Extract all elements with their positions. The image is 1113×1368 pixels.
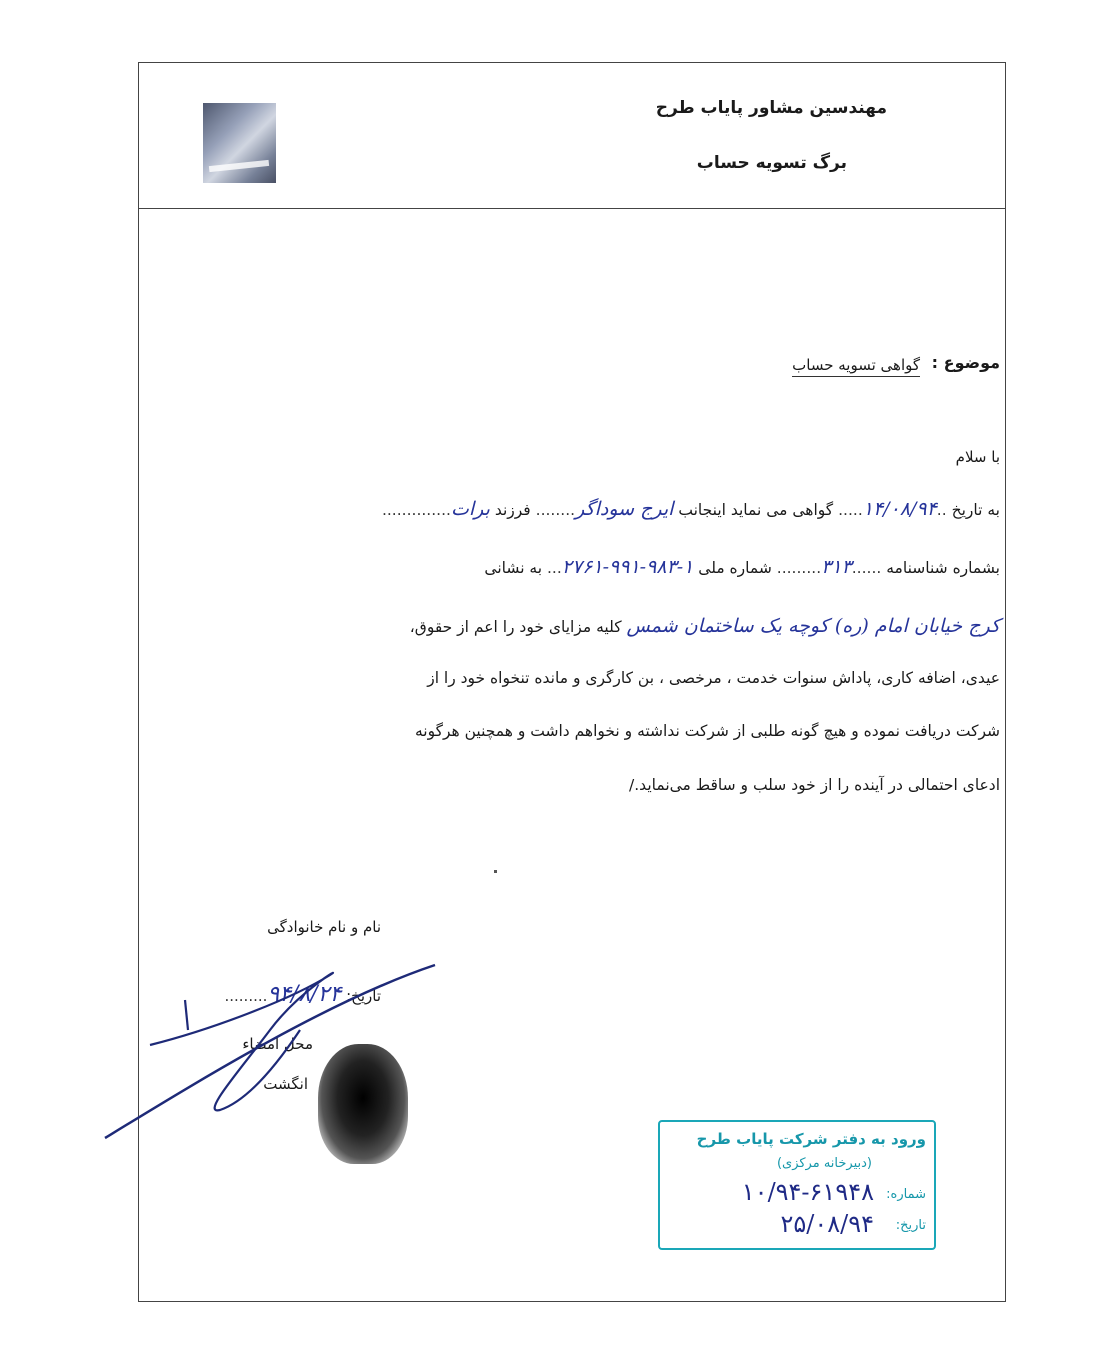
stamp-date-label: تاریخ: [895,1218,926,1233]
handwritten-national-id: ۱-۹۸۳-۹۹۱-۲۷۶۱ [561,556,694,578]
signature-date-label: تاریخ: [346,987,381,1005]
stamp-number-label: شماره: [886,1187,926,1202]
company-name: مهندسین مشاور پایاب طرح [655,98,887,118]
signer-name-label: نام و نام خانوادگی [267,918,381,936]
signature-place-label: محل امضاء [242,1035,313,1053]
date-prefix: به تاریخ [951,501,1000,519]
handwritten-name: ایرج سوداگر [575,498,674,520]
letter-line-4: عیدی، اضافه کاری، پاداش سنوات خدمت ، مرخصی ، بن کارگری و مانده تنخواه خود را از [427,669,1000,687]
subject-value: گواهی تسویه حساب [792,356,920,377]
handwritten-address: کرج خیابان امام (ره) کوچه یک ساختمان شمس [626,615,1000,637]
letter-line-6: ادعای احتمالی در آینده را از خود سلب و ساقط می‌نماید./ [629,776,1000,794]
handwritten-id-number: ۳۱۳ [821,556,852,578]
letter-line-5: شرکت دریافت نموده و هیچ گونه طلبی از شرکت نداشته و نخواهم داشت و همچنین هرگونه [414,722,1000,740]
handwritten-father-name: برات [450,498,490,520]
benefits-text: کلیه مزایای خود را اعم از حقوق، [409,618,622,636]
stamp-number-value: ۱۰/۹۴-۶۱۹۴۸ [741,1178,874,1206]
national-id-label: شماره ملی [698,559,772,577]
greeting: با سلام [955,448,1000,466]
fingerprint-label: انگشت [263,1075,308,1093]
id-number-label: بشماره شناسنامه [886,559,1000,577]
letter-line-1: به تاریخ ..۱۴/۰۸/۹۴..... گواهی می نماید اینجانب ایرج سوداگر........ فرزند برات.............. [381,498,1000,520]
registry-stamp [658,1120,936,1250]
signature-date: تاریخ: ۹۴/۸/۲۴......... [224,982,381,1007]
address-label: به نشانی [484,559,543,577]
stamp-subtitle: (دبیرخانه مرکزی) [776,1156,872,1171]
form-title: برگ تسویه حساب [696,153,847,173]
stamp-title: ورود به دفتر شرکت پایاب طرح [696,1130,926,1148]
handwritten-date: ۱۴/۰۸/۹۴ [862,498,937,520]
certify-text: گواهی می نماید اینجانب [678,501,834,519]
stamp-date-value: ۲۵/۰۸/۹۴ [780,1210,874,1238]
handwritten-signature-date: ۹۴/۸/۲۴ [267,982,342,1007]
letter-line-2: بشماره شناسنامه ......۳۱۳......... شماره ملی ۱-۹۸۳-۹۹۱-۲۷۶۱... به نشانی [484,556,1000,578]
subject-label: موضوع : [931,353,1000,372]
child-of-label: فرزند [494,501,531,519]
